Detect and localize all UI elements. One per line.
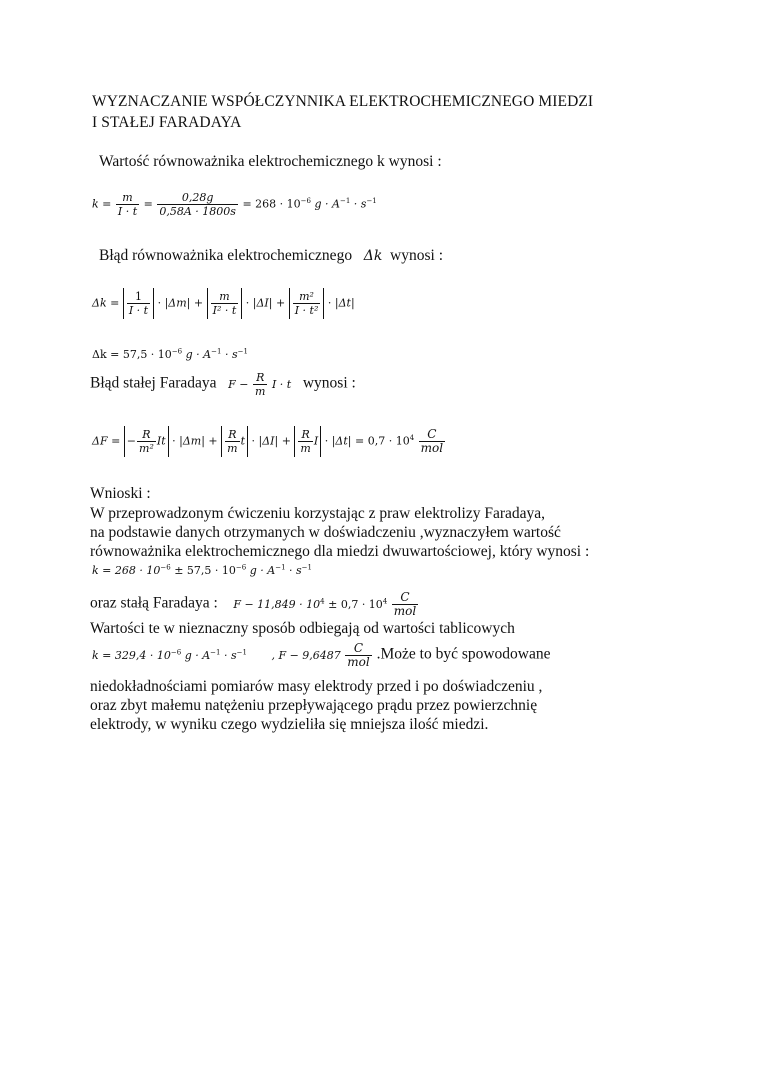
title-line-1: WYZNACZANIE WSPÓŁCZYNNIKA ELEKTROCHEMICZNEGO MIEDZI: [92, 93, 594, 110]
dk-formula: Δk = $\frac{1}{I \cdot t}$ · |Δm| + $\frac{m}{\text{I² · t}}$ · |ΔI| + $\frac{\text{m²}}{\text{I · t²}}$ · |Δt|: [92, 290, 355, 317]
dk-intro-text: Błąd równoważnika elektrochemicznego Δk wynosi :: [99, 247, 444, 264]
title-line-2: I STAŁEJ FARADAYA: [92, 114, 242, 131]
conclusion-line-2: na podstawie danych otrzymanych w doświadczeniu ,wyznaczyłem wartość: [90, 524, 561, 541]
dF-formula: ΔF = − $\frac{R}{\text{m²}}$ It · |Δm| + $\frac{R}{m}$ t · |ΔI| + $\frac{R}{m}$ $I \cdot |\Delta t| = 0,7 \cdot 10^4$ $\frac{C}{\text{mol}}$: [92, 427, 444, 455]
k-intro-text: Wartość równoważnika elektrochemicznego k wynosi :: [99, 153, 442, 170]
k-final-value: $k = 268 \cdot 10^{-6} \pm 57,5 \cdot 10^{-6}$ $g \cdot A^{-1} \cdot s^{-1}$: [92, 563, 312, 577]
k-formula: k = $\frac{m}{I \cdot t}$ = $\frac{0,28g}{0,58A \cdot 1800s}$ = $268 \cdot 10^{-6}$ $g \cdot A^{-1} \cdot s^{-1}$: [92, 191, 377, 218]
dF-intro: Błąd stałej Faradaya F − $\frac{R}{m}$ I · t wynosi :: [90, 371, 356, 398]
dk-value: $\Delta k = 57,5 \cdot 10^{-6}$ $g \cdot A^{-1} \cdot s^{-1}$: [92, 347, 248, 361]
conclusion-line-5: oraz zbyt małemu natężeniu przepływającego prądu przez powierzchnię: [90, 697, 538, 714]
table-values-line: $k = 329,4 \cdot 10^{-6}$ $g \cdot A^{-1} \cdot s^{-1}$ , F − 9,6487 $\frac{C}{\text{mol}}$ .Może to być spowodowane: [92, 641, 551, 669]
F-final-line: oraz stałą Faradaya : $F - 11,849 \cdot 10^4 \pm 0,7 \cdot 10^4$ $\frac{C}{\text{mol}}$: [90, 590, 417, 618]
conclusions-heading: Wnioski :: [90, 485, 151, 502]
conclusion-line-3: równoważnika elektrochemicznego dla miedzi dwuwartościowej, który wynosi :: [90, 543, 590, 560]
table-intro-line: Wartości te w nieznaczny sposób odbiegają od wartości tablicowych: [90, 620, 515, 637]
conclusion-line-1: W przeprowadzonym ćwiczeniu korzystając z praw elektrolizy Faradaya,: [90, 505, 546, 522]
conclusion-line-6: elektrody, w wyniku czego wydzieliła się mniejsza ilość miedzi.: [90, 716, 489, 733]
conclusion-line-4: niedokładnościami pomiarów masy elektrody przed i po doświadczeniu ,: [90, 678, 543, 695]
